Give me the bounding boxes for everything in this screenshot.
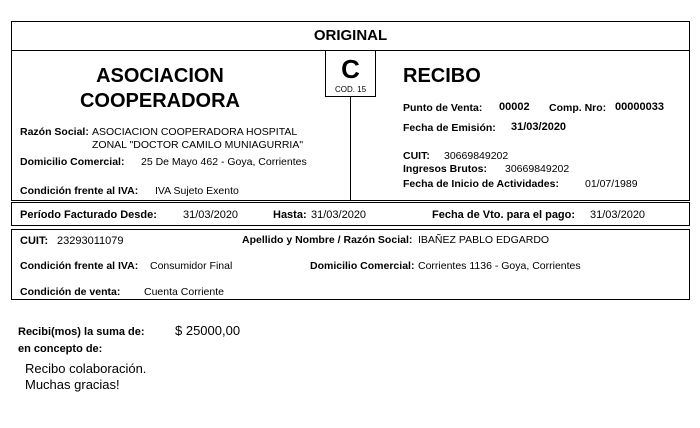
razon-social-label: Razón Social: bbox=[20, 126, 89, 138]
client-venta-value: Cuenta Corriente bbox=[144, 286, 224, 298]
copy-label: ORIGINAL bbox=[313, 27, 388, 44]
client-venta-label: Condición de venta: bbox=[20, 286, 121, 298]
suma-value: $ 25000,00 bbox=[175, 323, 241, 338]
inicio-actividades-value: 01/07/1989 bbox=[585, 178, 638, 190]
client-iva-label: Condición frente al IVA: bbox=[20, 260, 139, 272]
ingresos-brutos-value: 30669849202 bbox=[505, 163, 570, 175]
domicilio-value: 25 De Mayo 462 - Goya, Corrientes bbox=[141, 156, 307, 168]
issuer-iva-label: Condición frente al IVA: bbox=[20, 185, 139, 197]
period-desde-value: 31/03/2020 bbox=[183, 209, 239, 221]
issuer-cuit-label: CUIT: bbox=[403, 150, 430, 162]
punto-venta-label: Punto de Venta: bbox=[403, 102, 483, 114]
period-desde-label: Período Facturado Desde: bbox=[20, 209, 157, 221]
client-domicilio-value: Corrientes 1136 - Goya, Corrientes bbox=[418, 260, 581, 272]
issuer-iva-value: IVA Sujeto Exento bbox=[155, 185, 239, 197]
document-title: RECIBO bbox=[403, 65, 481, 87]
period-vto-value: 31/03/2020 bbox=[590, 209, 646, 221]
center-divider bbox=[350, 96, 351, 201]
fecha-emision-label: Fecha de Emisión: bbox=[403, 122, 496, 134]
domicilio-label: Domicilio Comercial: bbox=[20, 156, 125, 168]
invoice-type-code: COD. 15 bbox=[334, 85, 367, 94]
razon-social-line2: ZONAL "DOCTOR CAMILO MUNIAGURRIA" bbox=[92, 139, 304, 151]
period-hasta-label: Hasta: bbox=[273, 209, 307, 221]
issuer-name-line2: COOPERADORA bbox=[79, 90, 240, 112]
inicio-actividades-label: Fecha de Inicio de Actividades: bbox=[403, 178, 559, 190]
concepto-line2: Muchas gracias! bbox=[25, 377, 120, 392]
suma-label: Recibi(mos) la suma de: bbox=[18, 326, 145, 338]
invoice-type-letter: C bbox=[341, 54, 360, 84]
client-nombre-value: IBAÑEZ PABLO EDGARDO bbox=[418, 234, 550, 246]
issuer-cuit-value: 30669849202 bbox=[444, 150, 509, 162]
comp-nro-label: Comp. Nro: bbox=[549, 102, 607, 114]
issuer-name-line1: ASOCIACION bbox=[96, 65, 224, 87]
client-nombre-label: Apellido y Nombre / Razón Social: bbox=[242, 234, 413, 246]
concepto-line1: Recibo colaboración. bbox=[25, 361, 147, 376]
fecha-emision-value: 31/03/2020 bbox=[511, 121, 567, 133]
client-cuit-value: 23293011079 bbox=[57, 235, 124, 247]
period-vto-label: Fecha de Vto. para el pago: bbox=[432, 209, 576, 221]
razon-social-line1: ASOCIACION COOPERADORA HOSPITAL bbox=[92, 126, 298, 138]
ingresos-brutos-label: Ingresos Brutos: bbox=[403, 163, 488, 175]
client-iva-value: Consumidor Final bbox=[150, 260, 233, 272]
client-domicilio-label: Domicilio Comercial: bbox=[310, 260, 415, 272]
punto-venta-value: 00002 bbox=[499, 101, 530, 113]
comp-nro-value: 00000033 bbox=[615, 101, 664, 113]
concepto-label: en concepto de: bbox=[18, 343, 103, 355]
period-hasta-value: 31/03/2020 bbox=[311, 209, 367, 221]
client-cuit-label: CUIT: bbox=[20, 235, 49, 247]
